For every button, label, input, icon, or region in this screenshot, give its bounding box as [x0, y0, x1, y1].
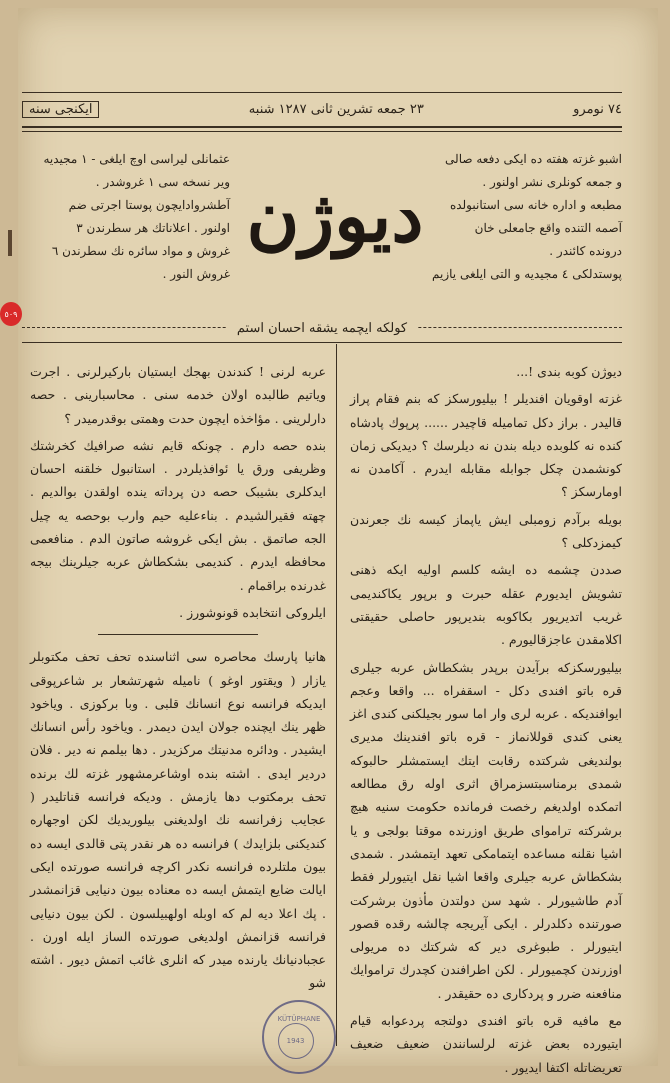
dateline [22, 96, 622, 122]
top-rule [22, 92, 622, 93]
info-line: آصمه التنده واقع جامعلی خان [474, 221, 622, 235]
left-column [30, 360, 326, 999]
stamp-inner-circle [278, 1023, 314, 1059]
paragraph: بویله برآدم زومبلی ایش یاپماز کیسه نك جعرندن کیمزدکلی ؟ [350, 511, 622, 551]
masthead-logo [246, 140, 424, 290]
paragraph: عربه لرنی ! کندندن بهجك ایستیان بارکیرلرنی . اجرت ویاتیم طالبده اولان خدمه سنی . محاسبارینی . حصه دارلرینی . مؤاخذه ایچون حدت وهمتی بوقدرمیدر ؟ [30, 364, 326, 426]
price-line: آطشروادایچون پوستا اجرتی ضم [68, 198, 230, 212]
motto: کولکه ایچمه یشقه احسان استم [227, 321, 417, 336]
masthead-title: دیوژن [246, 172, 424, 258]
info-line: درونده کائندر . [549, 244, 622, 258]
column-divider [336, 344, 337, 1046]
year-label: ایکنجی سنه [22, 101, 99, 118]
motto-bottom-rule [22, 342, 622, 343]
motto-band [22, 316, 622, 340]
price-line: عثمانلی لیراسی اوچ ایلغی - ١ مجیدیه [43, 152, 230, 166]
info-line: مطبعه و اداره خانه سی استانبولده [449, 198, 622, 212]
dateline-rule-thin [22, 131, 622, 132]
price-line: غروش و مواد سائره نك سطرندن ٦ [51, 244, 230, 258]
red-catalog-mark: ٥٠٩ [0, 302, 22, 326]
paragraph: هانیا پارسك محاصره سی اثناسنده تحف تحف مکتوبلر یازار ( ویقتور اوغو ) نامیله شهرتشعار بر شاعرپوقی ایدیکه فرانسه نوع انسانك قلبی . وبا برکوزی . ویاخود ظهر ینك ایچنده جولان ایدن دیمدر . وياخود رأس انسانك ایشیدر . ودائره مدنیتك مرکزیدر . دها بیلمم نه دیر . فلان دردیر ایدی . اشته بنده اوشاعرمشهور غزته لك برنده تحف برمکتوب دها یازمش . ودیکه فرانسه قناتلیدر ( عجایب زفرانسه نك اولدیغنی بیلوریدیك لکن اوجهاره کندیکنی بلزایدك ) فرانسه ده هر نقدر پتی قالدی ایسه ده بیون ملتلرده فرانسه نکدر اکرچه فرانسه صورتده ایکی ایالت ضایع ایتمش ایسه ده معناده بیون دنیایی قزانمشدر . پك اعلا دیه لم که اوبله اولهبیلسون . لکن بیون دنیایی فرانسه قزانمش اولدیغی صورتده الساز ایله اورن . عجبادنیانك یارنده میدر که انلری غائب اتمش دیور . اشته شو [30, 649, 326, 991]
date-text: ٢٣ جمعه تشرين ثانی ١٢٨٧ شنبه [248, 101, 424, 117]
section-separator [98, 634, 258, 635]
info-line: اشبو غزته هفته ده ایکی دفعه صالی [445, 152, 622, 166]
right-column [350, 360, 622, 1083]
paragraph: بیلیورسکزکه برآیدن برپدر بشکطاش عربه جیلری قره باتو افندی دکل - اسقفراه ... واقعا وعجم ایوافندیکه . عربه لری وار اما سور بجیلکنی کندی اغز یعنی کندی قوللانماز - قره باتو افندینك مدیری بولندیغی شرکتده رقابت ایتك ایستمشلر حالبوکه شمدی برمناسبتسزمراق اثری اوله رق مطالعه اتمکده اولدیغم رخصت فرمانده حکومت سنیه هیچ برشرکته تراموای طریق اوزرنده موقتا بولجی و یا اشیا نقلنه مساعده ایتمامکی تعهد ایتمشدر . شمدی بشکطاش عربه جیلری واقعا اشیا نقل ایتیورلر فقط آدم طاشیورلر . شهد سن دولتدن مأذون برشرکت صورتنده دکلدرلر . ایکی آیریجه چالشه رقده قصور ایتیورلر . طبوغری دیر که شرکتك ده مریولی اوزرندن کچمیورلر . لکن اطرافندن کچدرك تراموایك منافعنه ضرر و پردکاری ده حقیقدر . [350, 659, 622, 1001]
paragraph: صددن چشمه ده ایشه کلسم اولیه ایکه ذهنی تشویش ایدیورم عقله حبرت و برپور یکاکندیمی غریب اتدیریور بکاکوبه بندیرپور حاصلی حقیقتی اکلامقدن عاجزقالیورم . [350, 562, 622, 648]
paragraph: ایلروکی انتخابده قونوشورز . [179, 604, 326, 620]
info-line: پوستدلکی ٤ مجیدیه و التی ایلغی یازیم [432, 267, 622, 281]
masthead-publication-info [416, 148, 622, 298]
page-edge-mark [8, 230, 12, 256]
paragraph: غزته اوقویان افندیلر ! بیلیورسکز که بنم فقام پراز قالیدر . براز دکل تمامیله قاچیدر ...... پرپوك پادشاه کنده نه کلوبده دیله بندن نه دیلرسك ؟ دیدیکی زمان کونشمدن چکل جوابله مقابله ایدرم . آکامدن نه اومارسکز ؟ [350, 391, 622, 500]
price-line: غروش النور . [162, 267, 230, 281]
paragraph: مع مافیه قره باتو افندی دولتجه پردعوابه قیام ایتیورده بعض غزته لرلسانندن ضعیف ضعیف تعریضاتله اکتفا ایدیور . [350, 1013, 622, 1075]
article-heading: دیوژن کوبه بندی !... [516, 364, 622, 379]
dateline-rule [22, 126, 622, 128]
library-stamp [262, 1000, 336, 1074]
stamp-number: 1943 [286, 1037, 305, 1045]
issue-number: ٧٤ نومرو [573, 101, 622, 117]
price-line: ویر نسخه سی ١ غروشدر . [95, 175, 230, 189]
info-line: و جمعه کونلری نشر اولنور . [482, 175, 622, 189]
paragraph: بنده حصه دارم . چونکه قایم نشه صرافیك کخرشتك وظریفی ورق یا ئوافذیلردر . استانبول خلقنه احسان ایدکلری بشیبک حصه دن پرداته ینده اولقدن بوالدیم . چهته فقیرالشیدم . بناءعلیه حیم وارب بوحصه یه چیل الجه صاتمق . بش ایکی غروشه صاتون الدم . منافعمی محافظه ایدرم . کندیمی بشکطاش عربه جیلرینك بیجه غدرنده براقمام . [30, 437, 326, 593]
masthead-pricing-info [30, 148, 230, 298]
price-line: اولنور . اعلاناتك هر سطرندن ٣ [76, 221, 230, 235]
stamp-text: KÜTÜPHANE [277, 1015, 321, 1023]
